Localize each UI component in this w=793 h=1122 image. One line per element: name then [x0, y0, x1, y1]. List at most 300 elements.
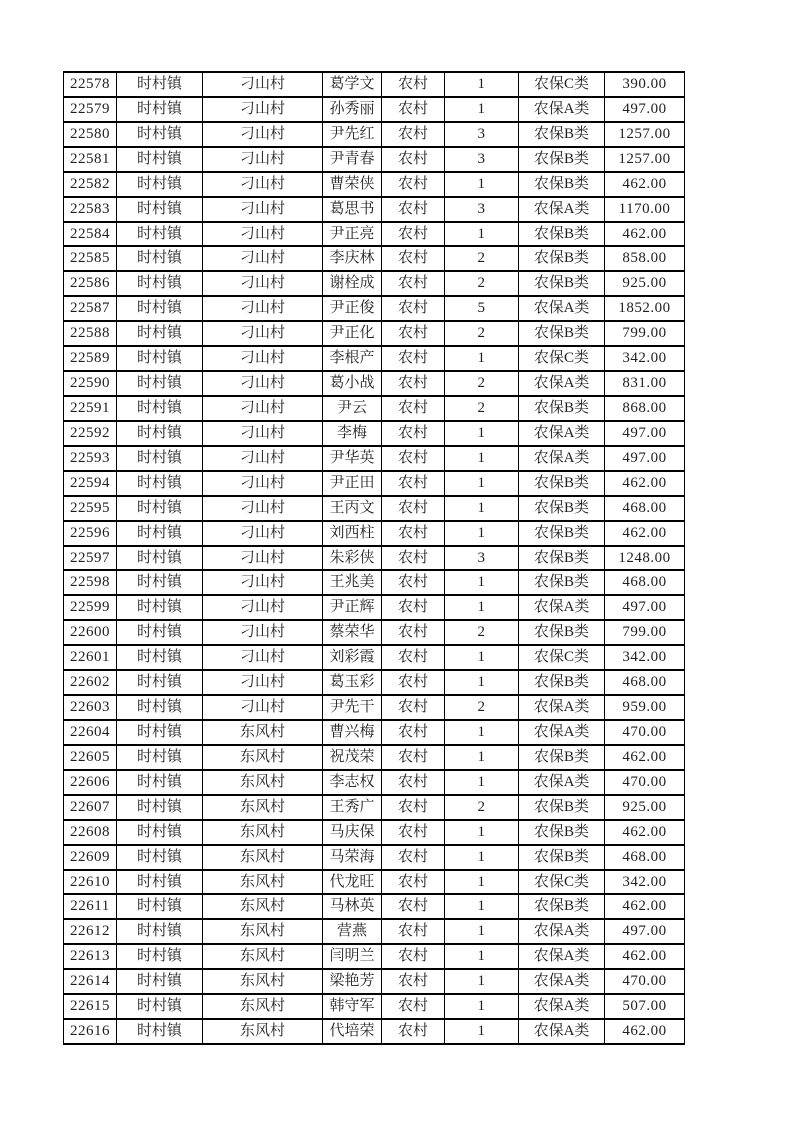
table-row	[63, 347, 685, 372]
cell-amount: 342.00	[605, 646, 685, 671]
cell-amount: 1248.00	[605, 547, 685, 572]
cell-town: 时村镇	[117, 771, 203, 796]
cell-amount: 959.00	[605, 696, 685, 721]
table-row	[63, 71, 685, 98]
table-row	[63, 198, 685, 223]
cell-record-id: 22598	[63, 571, 117, 596]
cell-town: 时村镇	[117, 247, 203, 272]
cell-amount: 462.00	[605, 522, 685, 547]
cell-town: 时村镇	[117, 322, 203, 347]
cell-record-id: 22587	[63, 297, 117, 322]
cell-insurance-category: 农保B类	[519, 497, 605, 522]
cell-person-name: 马林英	[323, 895, 382, 920]
cell-village: 东风村	[203, 821, 323, 846]
cell-person-name: 李庆林	[323, 247, 382, 272]
cell-person-name: 蔡荣华	[323, 621, 382, 646]
cell-area-type: 农村	[382, 646, 445, 671]
cell-insurance-category: 农保A类	[519, 198, 605, 223]
cell-person-name: 葛小战	[323, 372, 382, 397]
cell-person-name: 祝茂荣	[323, 746, 382, 771]
cell-person-name: 闫明兰	[323, 945, 382, 970]
table-row	[63, 247, 685, 272]
cell-person-name: 尹正辉	[323, 596, 382, 621]
cell-person-count: 1	[445, 522, 519, 547]
cell-person-count: 3	[445, 148, 519, 173]
cell-town: 时村镇	[117, 447, 203, 472]
cell-area-type: 农村	[382, 796, 445, 821]
cell-area-type: 农村	[382, 297, 445, 322]
cell-person-count: 1	[445, 970, 519, 995]
table-row	[63, 98, 685, 123]
cell-town: 时村镇	[117, 671, 203, 696]
cell-area-type: 农村	[382, 247, 445, 272]
cell-insurance-category: 农保B类	[519, 123, 605, 148]
table-row	[63, 372, 685, 397]
cell-person-count: 1	[445, 746, 519, 771]
cell-person-count: 1	[445, 646, 519, 671]
cell-village: 刁山村	[203, 621, 323, 646]
cell-insurance-category: 农保B类	[519, 571, 605, 596]
cell-person-name: 代培荣	[323, 1020, 382, 1045]
table-row	[63, 895, 685, 920]
cell-insurance-category: 农保B类	[519, 746, 605, 771]
cell-record-id: 22615	[63, 995, 117, 1020]
cell-record-id: 22603	[63, 696, 117, 721]
cell-amount: 462.00	[605, 945, 685, 970]
cell-person-count: 3	[445, 198, 519, 223]
cell-insurance-category: 农保A类	[519, 447, 605, 472]
cell-record-id: 22594	[63, 472, 117, 497]
table-body	[63, 71, 685, 1045]
cell-village: 刁山村	[203, 372, 323, 397]
cell-area-type: 农村	[382, 347, 445, 372]
cell-insurance-category: 农保A类	[519, 696, 605, 721]
cell-town: 时村镇	[117, 871, 203, 896]
cell-record-id: 22583	[63, 198, 117, 223]
cell-area-type: 农村	[382, 771, 445, 796]
cell-amount: 1170.00	[605, 198, 685, 223]
cell-village: 刁山村	[203, 173, 323, 198]
cell-person-count: 1	[445, 223, 519, 248]
cell-village: 刁山村	[203, 71, 323, 98]
table-row	[63, 945, 685, 970]
cell-village: 东风村	[203, 970, 323, 995]
cell-area-type: 农村	[382, 871, 445, 896]
cell-town: 时村镇	[117, 297, 203, 322]
cell-person-count: 3	[445, 123, 519, 148]
table-row	[63, 646, 685, 671]
cell-person-name: 葛学文	[323, 71, 382, 98]
cell-amount: 799.00	[605, 621, 685, 646]
cell-person-count: 1	[445, 422, 519, 447]
cell-person-count: 2	[445, 272, 519, 297]
cell-amount: 497.00	[605, 98, 685, 123]
cell-village: 刁山村	[203, 198, 323, 223]
cell-person-name: 尹正俊	[323, 297, 382, 322]
cell-person-name: 尹云	[323, 397, 382, 422]
cell-amount: 1852.00	[605, 297, 685, 322]
table-row	[63, 721, 685, 746]
cell-village: 刁山村	[203, 571, 323, 596]
cell-insurance-category: 农保A类	[519, 995, 605, 1020]
table-row	[63, 223, 685, 248]
cell-person-count: 1	[445, 596, 519, 621]
cell-person-count: 1	[445, 895, 519, 920]
cell-village: 刁山村	[203, 148, 323, 173]
table-row	[63, 447, 685, 472]
cell-person-name: 尹正化	[323, 322, 382, 347]
cell-record-id: 22616	[63, 1020, 117, 1045]
cell-record-id: 22614	[63, 970, 117, 995]
cell-person-name: 李梅	[323, 422, 382, 447]
cell-village: 刁山村	[203, 397, 323, 422]
cell-amount: 390.00	[605, 71, 685, 98]
cell-record-id: 22586	[63, 272, 117, 297]
table-row	[63, 920, 685, 945]
cell-insurance-category: 农保A类	[519, 945, 605, 970]
cell-area-type: 农村	[382, 970, 445, 995]
cell-insurance-category: 农保B类	[519, 846, 605, 871]
cell-record-id: 22593	[63, 447, 117, 472]
cell-town: 时村镇	[117, 422, 203, 447]
cell-person-name: 李志权	[323, 771, 382, 796]
cell-person-count: 1	[445, 472, 519, 497]
cell-area-type: 农村	[382, 422, 445, 447]
insurance-roster-table	[63, 71, 685, 1045]
cell-record-id: 22601	[63, 646, 117, 671]
cell-record-id: 22589	[63, 347, 117, 372]
cell-town: 时村镇	[117, 571, 203, 596]
table-row	[63, 846, 685, 871]
table-row	[63, 696, 685, 721]
cell-amount: 925.00	[605, 796, 685, 821]
cell-amount: 831.00	[605, 372, 685, 397]
cell-amount: 468.00	[605, 497, 685, 522]
cell-person-count: 1	[445, 71, 519, 98]
cell-town: 时村镇	[117, 846, 203, 871]
cell-person-count: 2	[445, 621, 519, 646]
cell-record-id: 22612	[63, 920, 117, 945]
cell-person-name: 曹兴梅	[323, 721, 382, 746]
cell-person-name: 尹青春	[323, 148, 382, 173]
cell-village: 刁山村	[203, 422, 323, 447]
cell-record-id: 22582	[63, 173, 117, 198]
cell-person-name: 尹正田	[323, 472, 382, 497]
cell-amount: 1257.00	[605, 148, 685, 173]
cell-person-count: 1	[445, 920, 519, 945]
cell-amount: 462.00	[605, 1020, 685, 1045]
cell-village: 刁山村	[203, 596, 323, 621]
table-row	[63, 621, 685, 646]
cell-amount: 497.00	[605, 596, 685, 621]
cell-area-type: 农村	[382, 846, 445, 871]
cell-amount: 468.00	[605, 671, 685, 696]
cell-village: 东风村	[203, 796, 323, 821]
cell-village: 东风村	[203, 995, 323, 1020]
cell-village: 东风村	[203, 1020, 323, 1045]
cell-area-type: 农村	[382, 721, 445, 746]
cell-person-count: 2	[445, 796, 519, 821]
cell-person-count: 1	[445, 871, 519, 896]
cell-person-name: 王丙文	[323, 497, 382, 522]
cell-town: 时村镇	[117, 198, 203, 223]
cell-village: 刁山村	[203, 247, 323, 272]
cell-village: 东风村	[203, 846, 323, 871]
table-row	[63, 596, 685, 621]
cell-town: 时村镇	[117, 920, 203, 945]
cell-record-id: 22596	[63, 522, 117, 547]
cell-area-type: 农村	[382, 173, 445, 198]
table-row	[63, 547, 685, 572]
cell-town: 时村镇	[117, 895, 203, 920]
cell-area-type: 农村	[382, 198, 445, 223]
cell-area-type: 农村	[382, 696, 445, 721]
cell-town: 时村镇	[117, 796, 203, 821]
cell-person-count: 1	[445, 721, 519, 746]
table-row	[63, 746, 685, 771]
cell-amount: 462.00	[605, 223, 685, 248]
table-row	[63, 671, 685, 696]
cell-area-type: 农村	[382, 571, 445, 596]
cell-village: 东风村	[203, 871, 323, 896]
cell-person-name: 韩守军	[323, 995, 382, 1020]
cell-person-count: 1	[445, 995, 519, 1020]
cell-record-id: 22579	[63, 98, 117, 123]
cell-person-name: 刘彩霞	[323, 646, 382, 671]
cell-town: 时村镇	[117, 970, 203, 995]
cell-village: 刁山村	[203, 322, 323, 347]
cell-person-count: 1	[445, 497, 519, 522]
cell-insurance-category: 农保B类	[519, 322, 605, 347]
cell-amount: 462.00	[605, 895, 685, 920]
cell-town: 时村镇	[117, 71, 203, 98]
cell-person-name: 朱彩侠	[323, 547, 382, 572]
cell-amount: 858.00	[605, 247, 685, 272]
cell-insurance-category: 农保C类	[519, 347, 605, 372]
cell-area-type: 农村	[382, 223, 445, 248]
cell-person-count: 1	[445, 846, 519, 871]
cell-area-type: 农村	[382, 123, 445, 148]
cell-person-count: 2	[445, 696, 519, 721]
cell-town: 时村镇	[117, 347, 203, 372]
table-row	[63, 148, 685, 173]
cell-village: 刁山村	[203, 472, 323, 497]
cell-person-count: 3	[445, 547, 519, 572]
cell-town: 时村镇	[117, 995, 203, 1020]
cell-record-id: 22585	[63, 247, 117, 272]
cell-person-count: 2	[445, 247, 519, 272]
cell-person-name: 曹荣侠	[323, 173, 382, 198]
cell-town: 时村镇	[117, 696, 203, 721]
cell-person-count: 1	[445, 1020, 519, 1045]
cell-area-type: 农村	[382, 98, 445, 123]
cell-person-name: 营燕	[323, 920, 382, 945]
table-row	[63, 472, 685, 497]
cell-person-name: 孙秀丽	[323, 98, 382, 123]
cell-amount: 1257.00	[605, 123, 685, 148]
cell-person-name: 葛玉彩	[323, 671, 382, 696]
cell-person-count: 1	[445, 671, 519, 696]
cell-amount: 497.00	[605, 447, 685, 472]
cell-village: 刁山村	[203, 297, 323, 322]
cell-insurance-category: 农保A类	[519, 98, 605, 123]
cell-town: 时村镇	[117, 746, 203, 771]
cell-person-count: 1	[445, 571, 519, 596]
cell-record-id: 22611	[63, 895, 117, 920]
cell-person-name: 尹华英	[323, 447, 382, 472]
cell-village: 刁山村	[203, 646, 323, 671]
cell-village: 东风村	[203, 895, 323, 920]
cell-person-name: 谢栓成	[323, 272, 382, 297]
cell-insurance-category: 农保B类	[519, 547, 605, 572]
cell-person-count: 1	[445, 173, 519, 198]
cell-record-id: 22592	[63, 422, 117, 447]
cell-amount: 462.00	[605, 746, 685, 771]
cell-insurance-category: 农保B类	[519, 671, 605, 696]
cell-amount: 497.00	[605, 920, 685, 945]
cell-amount: 462.00	[605, 472, 685, 497]
table-row	[63, 497, 685, 522]
cell-town: 时村镇	[117, 721, 203, 746]
cell-person-name: 尹先红	[323, 123, 382, 148]
cell-person-name: 李根产	[323, 347, 382, 372]
cell-record-id: 22608	[63, 821, 117, 846]
cell-person-name: 马庆保	[323, 821, 382, 846]
cell-town: 时村镇	[117, 945, 203, 970]
cell-amount: 468.00	[605, 846, 685, 871]
cell-insurance-category: 农保A类	[519, 721, 605, 746]
cell-insurance-category: 农保B类	[519, 247, 605, 272]
cell-person-name: 代龙旺	[323, 871, 382, 896]
cell-town: 时村镇	[117, 497, 203, 522]
cell-town: 时村镇	[117, 596, 203, 621]
cell-record-id: 22602	[63, 671, 117, 696]
cell-person-count: 1	[445, 771, 519, 796]
cell-area-type: 农村	[382, 397, 445, 422]
cell-person-name: 尹先干	[323, 696, 382, 721]
cell-town: 时村镇	[117, 547, 203, 572]
table-row	[63, 322, 685, 347]
cell-area-type: 农村	[382, 746, 445, 771]
cell-town: 时村镇	[117, 223, 203, 248]
cell-area-type: 农村	[382, 522, 445, 547]
cell-village: 刁山村	[203, 123, 323, 148]
cell-amount: 868.00	[605, 397, 685, 422]
cell-person-name: 刘西柱	[323, 522, 382, 547]
cell-village: 东风村	[203, 920, 323, 945]
cell-amount: 462.00	[605, 821, 685, 846]
cell-record-id: 22597	[63, 547, 117, 572]
table-row	[63, 1020, 685, 1045]
cell-area-type: 农村	[382, 547, 445, 572]
cell-area-type: 农村	[382, 920, 445, 945]
cell-village: 刁山村	[203, 272, 323, 297]
cell-town: 时村镇	[117, 646, 203, 671]
cell-village: 刁山村	[203, 447, 323, 472]
table-row	[63, 771, 685, 796]
cell-insurance-category: 农保B类	[519, 522, 605, 547]
cell-amount: 342.00	[605, 347, 685, 372]
cell-person-name: 王秀广	[323, 796, 382, 821]
cell-town: 时村镇	[117, 98, 203, 123]
cell-area-type: 农村	[382, 447, 445, 472]
cell-amount: 470.00	[605, 970, 685, 995]
cell-record-id: 22578	[63, 71, 117, 98]
cell-insurance-category: 农保B类	[519, 621, 605, 646]
cell-town: 时村镇	[117, 621, 203, 646]
cell-insurance-category: 农保B类	[519, 796, 605, 821]
cell-record-id: 22604	[63, 721, 117, 746]
cell-town: 时村镇	[117, 472, 203, 497]
cell-village: 刁山村	[203, 547, 323, 572]
cell-person-count: 1	[445, 98, 519, 123]
cell-person-name: 王兆美	[323, 571, 382, 596]
cell-person-count: 2	[445, 372, 519, 397]
table-row	[63, 123, 685, 148]
table-row	[63, 970, 685, 995]
cell-record-id: 22581	[63, 148, 117, 173]
cell-town: 时村镇	[117, 397, 203, 422]
cell-village: 刁山村	[203, 522, 323, 547]
cell-person-name: 尹正亮	[323, 223, 382, 248]
table-row	[63, 272, 685, 297]
cell-insurance-category: 农保A类	[519, 372, 605, 397]
cell-insurance-category: 农保A类	[519, 771, 605, 796]
cell-insurance-category: 农保C类	[519, 646, 605, 671]
cell-area-type: 农村	[382, 372, 445, 397]
cell-amount: 925.00	[605, 272, 685, 297]
cell-amount: 507.00	[605, 995, 685, 1020]
cell-insurance-category: 农保A类	[519, 1020, 605, 1045]
table-row	[63, 522, 685, 547]
cell-insurance-category: 农保B类	[519, 223, 605, 248]
cell-record-id: 22588	[63, 322, 117, 347]
cell-amount: 468.00	[605, 571, 685, 596]
cell-town: 时村镇	[117, 173, 203, 198]
table-row	[63, 297, 685, 322]
table-row	[63, 821, 685, 846]
cell-village: 东风村	[203, 945, 323, 970]
cell-record-id: 22610	[63, 871, 117, 896]
cell-area-type: 农村	[382, 821, 445, 846]
cell-insurance-category: 农保B类	[519, 895, 605, 920]
cell-person-name: 梁艳芳	[323, 970, 382, 995]
cell-insurance-category: 农保C类	[519, 871, 605, 896]
cell-amount: 462.00	[605, 173, 685, 198]
cell-amount: 470.00	[605, 721, 685, 746]
cell-record-id: 22590	[63, 372, 117, 397]
cell-insurance-category: 农保A类	[519, 422, 605, 447]
cell-area-type: 农村	[382, 322, 445, 347]
table-row	[63, 397, 685, 422]
cell-person-count: 1	[445, 347, 519, 372]
cell-town: 时村镇	[117, 1020, 203, 1045]
table-row	[63, 995, 685, 1020]
cell-town: 时村镇	[117, 372, 203, 397]
cell-insurance-category: 农保B类	[519, 821, 605, 846]
cell-record-id: 22591	[63, 397, 117, 422]
cell-insurance-category: 农保A类	[519, 596, 605, 621]
cell-insurance-category: 农保B类	[519, 397, 605, 422]
cell-person-count: 1	[445, 821, 519, 846]
cell-person-count: 1	[445, 447, 519, 472]
cell-record-id: 22606	[63, 771, 117, 796]
cell-amount: 470.00	[605, 771, 685, 796]
cell-person-count: 1	[445, 945, 519, 970]
cell-person-name: 马荣海	[323, 846, 382, 871]
cell-person-name: 葛思书	[323, 198, 382, 223]
table-row	[63, 173, 685, 198]
